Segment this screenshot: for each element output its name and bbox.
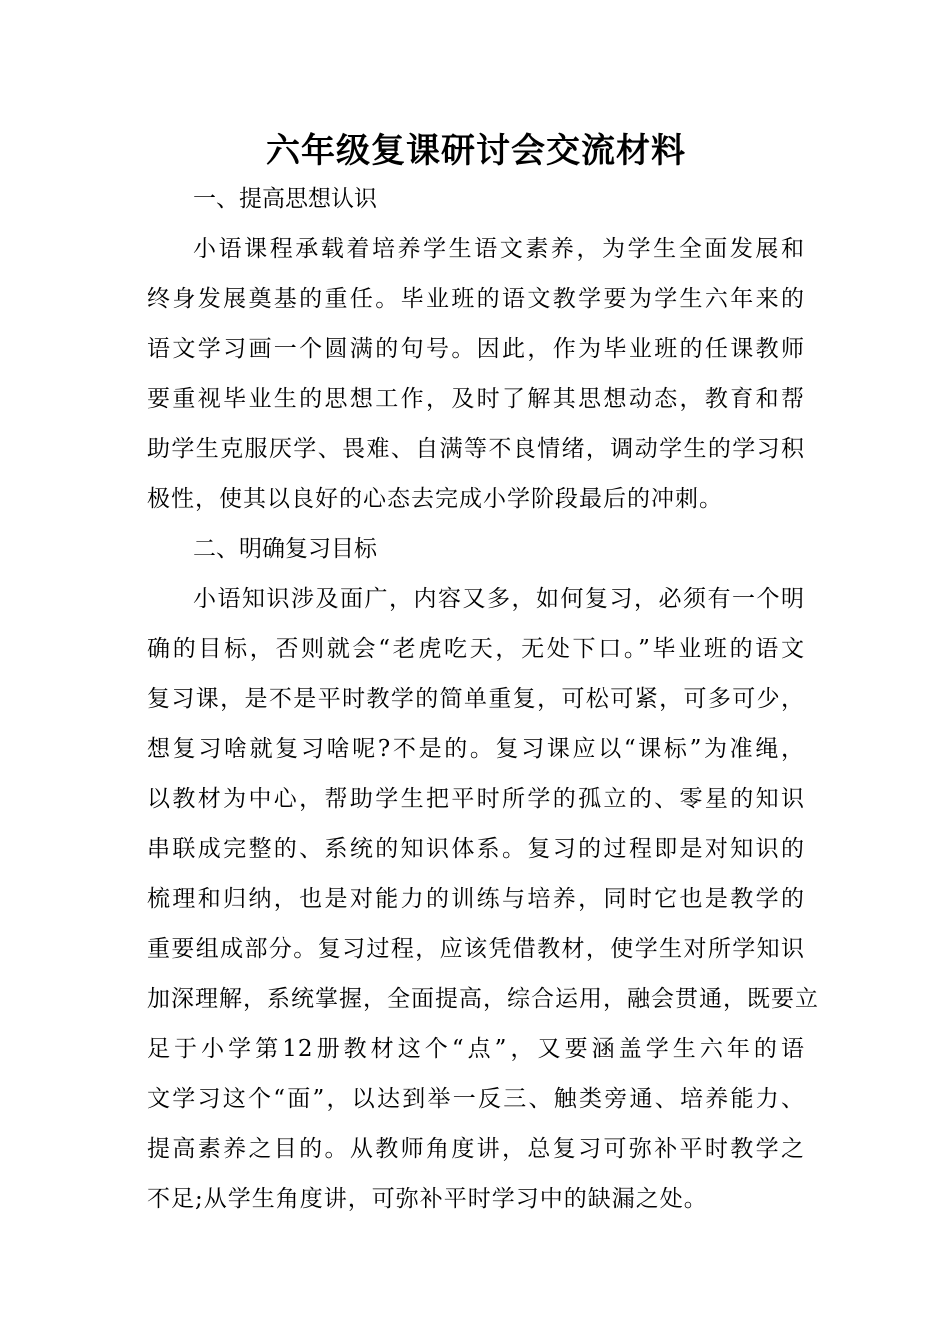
document-page (147, 128, 819, 1224)
text-line: 小语知识涉及面广，内容又多，如何复习，必须有一个明 (193, 586, 805, 612)
text-line: 提高素养之目的。从教师角度讲，总复习可弥补平时教学之 (147, 1136, 805, 1162)
text-line: 助学生克服厌学、畏难、自满等不良情绪，调动学生的学习积 (147, 436, 805, 462)
text-line: 文学习这个“面”，以达到举一反三、触类旁通、培养能力、 (147, 1086, 805, 1112)
text-line: 加深理解，系统掌握，全面提高，综合运用，融会贯通，既要立 (147, 986, 819, 1012)
text-line: 语文学习画一个圆满的句号。因此，作为毕业班的任课教师 (147, 336, 805, 362)
paragraph (147, 574, 819, 1224)
text-line: 极性，使其以良好的心态去完成小学阶段最后的冲刺。 (147, 486, 723, 512)
document-title: 六年级复课研讨会交流材料 (266, 131, 686, 171)
text-line: 不足;从学生角度讲，可弥补平时学习中的缺漏之处。 (147, 1186, 708, 1212)
text-line: 确的目标，否则就会“老虎吃天，无处下口。”毕业班的语文 (147, 636, 805, 662)
text-line: 要重视毕业生的思想工作，及时了解其思想动态，教育和帮 (147, 386, 805, 412)
section-1 (147, 174, 805, 524)
section-heading: 二、明确复习目标 (193, 536, 377, 562)
text-line: 复习课，是不是平时教学的简单重复，可松可紧，可多可少， (147, 686, 805, 712)
text-line: 终身发展奠基的重任。毕业班的语文教学要为学生六年来的 (147, 286, 805, 312)
text-line: 重要组成部分。复习过程，应该凭借教材，使学生对所学知识 (147, 936, 805, 962)
text-line: 梳理和归纳，也是对能力的训练与培养，同时它也是教学的 (147, 886, 805, 912)
text-line: 想复习啥就复习啥呢?不是的。复习课应以“课标”为准绳， (147, 736, 805, 762)
text-line: 足于小学第12册教材这个“点”，又要涵盖学生六年的语 (147, 1036, 805, 1062)
text-line: 以教材为中心，帮助学生把平时所学的孤立的、零星的知识 (147, 786, 805, 812)
paragraph (147, 224, 805, 524)
section-2 (147, 524, 819, 1224)
section-heading: 一、提高思想认识 (193, 186, 377, 212)
text-line: 小语课程承载着培养学生语文素养，为学生全面发展和 (193, 236, 805, 262)
text-line: 串联成完整的、系统的知识体系。复习的过程即是对知识的 (147, 836, 805, 862)
